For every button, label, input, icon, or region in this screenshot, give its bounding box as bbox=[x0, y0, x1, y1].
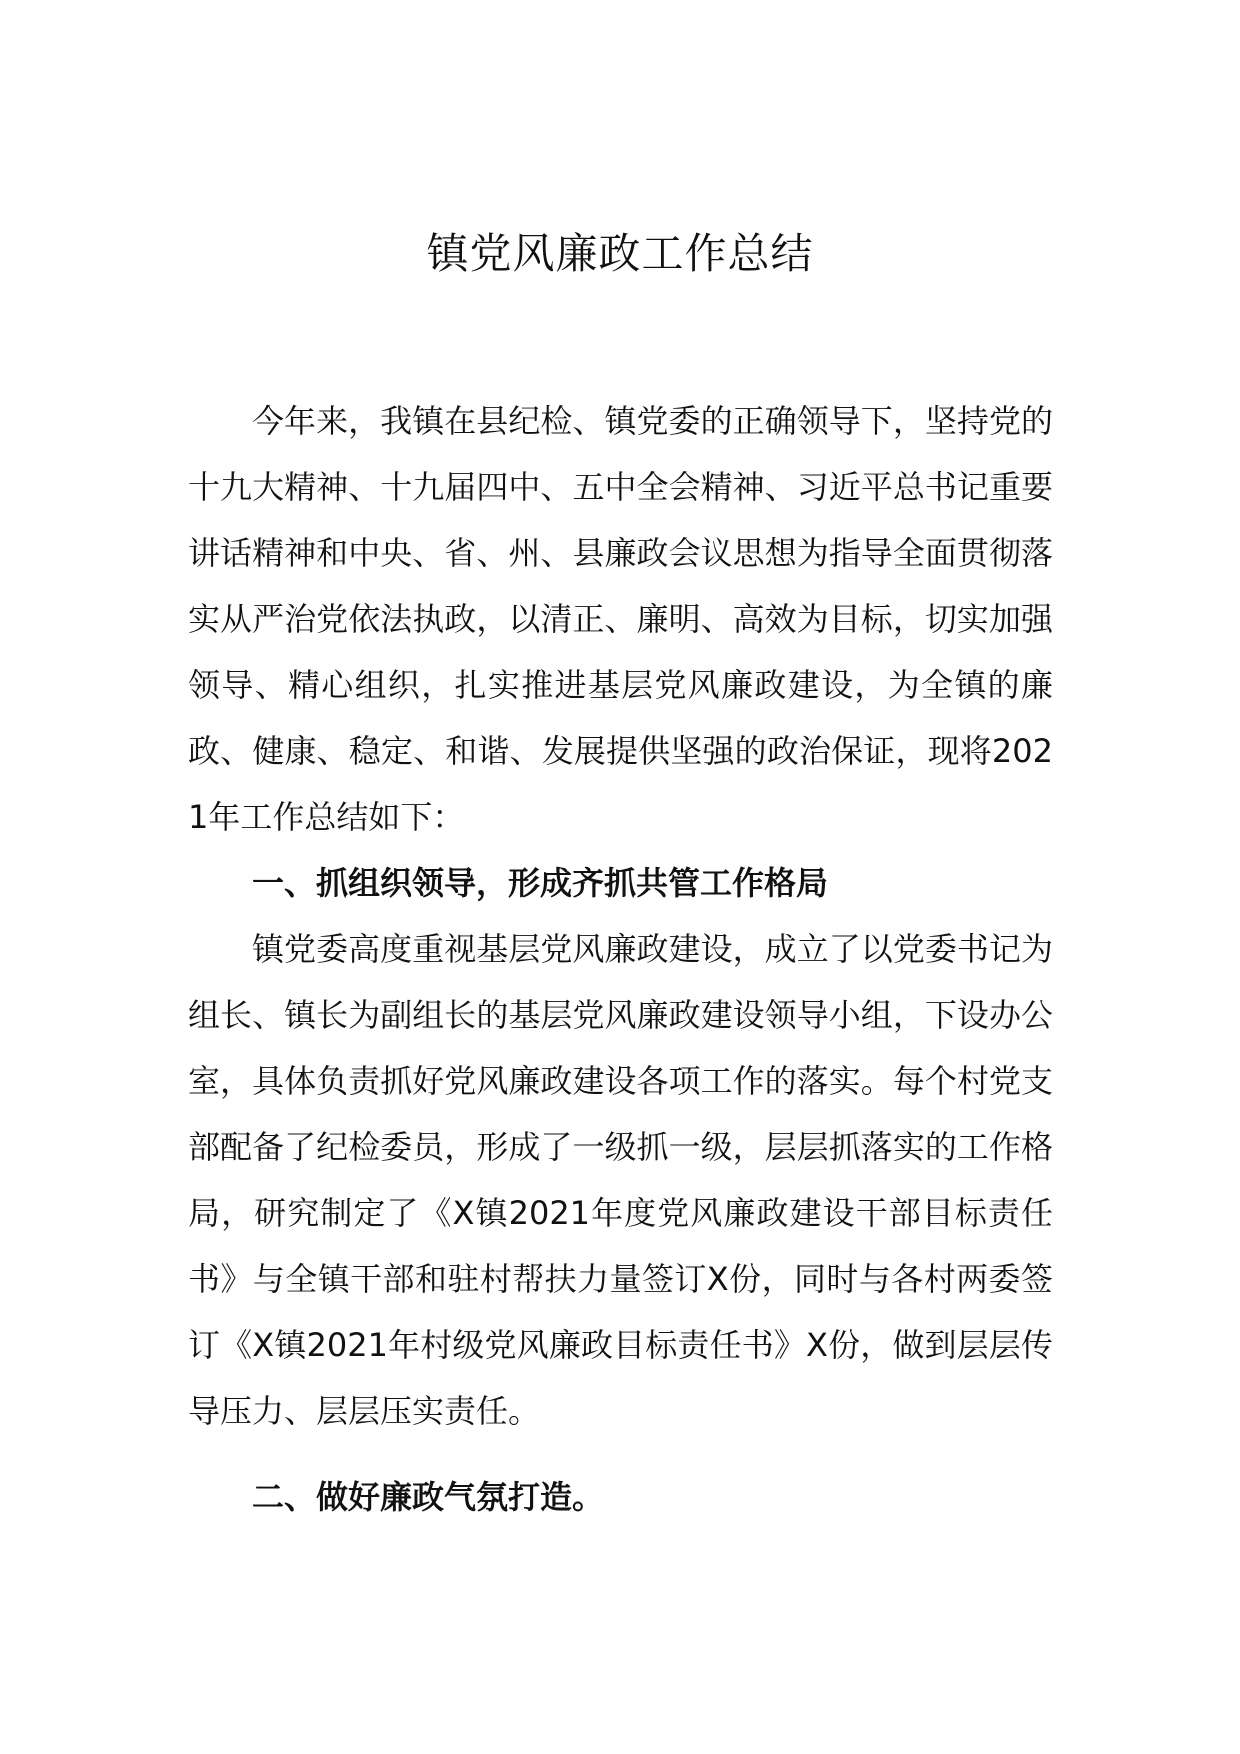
section-2-heading: 二、做好廉政气氛打造。 bbox=[252, 1478, 605, 1516]
document-title: 镇党风廉政工作总结 bbox=[426, 229, 814, 279]
section-1-paragraph: 镇党委高度重视基层党风廉政建设，成立了以党委书记为组长、镇长为副组长的基层党风廉政建设领导小组，下设办公室，具体负责抓好党风廉政建设各项工作的落实。每个村党支部配备了纪检委员，形成了一级抓一级，层层抓落实的工作格局，研究制定了《X镇2021年度党风廉政建设干部目标责任书》与全镇干部和驻村帮扶力量签订X份，同时与各村两委签订《X镇2021年村级党风廉政目标责任书》X份，做到层层传导压力、层层压实责任。 bbox=[188, 930, 1053, 1430]
section-1-heading: 一、抓组织领导，形成齐抓共管工作格局 bbox=[252, 864, 829, 902]
intro-paragraph: 今年来，我镇在县纪检、镇党委的正确领导下，坚持党的十九大精神、十九届四中、五中全会精神、习近平总书记重要讲话精神和中央、省、州、县廉政会议思想为指导全面贯彻落实从严治党依法执政，以清正、廉明、高效为目标，切实加强领导、精心组织，扎实推进基层党风廉政建设，为全镇的廉政、健康、稳定、和谐、发展提供坚强的政治保证，现将2021年工作总结如下： bbox=[188, 402, 1053, 836]
document-body bbox=[188, 388, 1053, 1530]
